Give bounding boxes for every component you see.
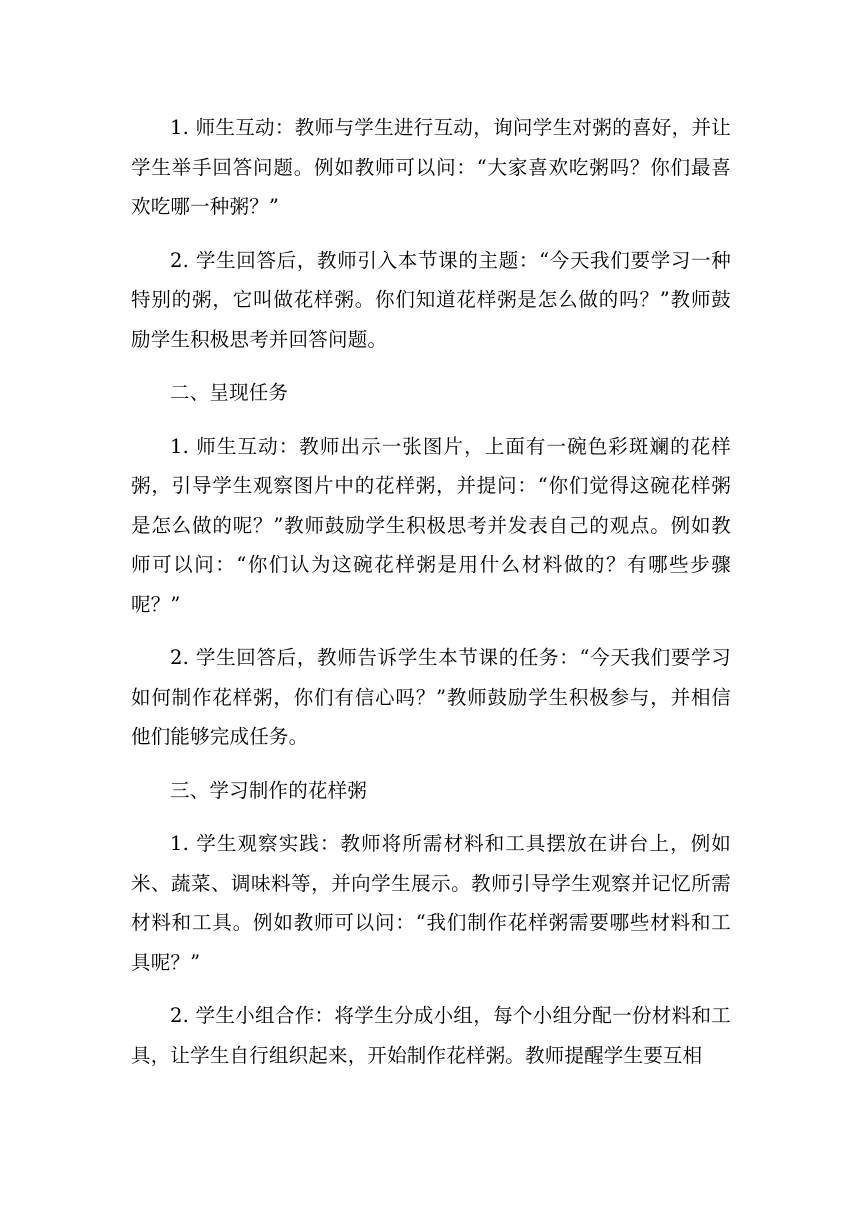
paragraph-intro-interaction: 1. 师生互动：教师与学生进行互动，询问学生对粥的喜好，并让学生举手回答问题。例如教师可以问：“大家喜欢吃粥吗？你们最喜欢吃哪一种粥？” bbox=[131, 116, 731, 218]
paragraph-spacer bbox=[131, 413, 731, 427]
paragraph-task-interaction: 1. 师生互动：教师出示一张图片，上面有一碗色彩斑斓的花样粥，引导学生观察图片中的花样粥，并提问：“你们觉得这碗花样粥是怎么做的呢？”教师鼓励学生积极思考并发表自己的观点。例如教师可以问：“你们认为这碗花样粥是用什么材料做的？有哪些步骤呢？” bbox=[131, 434, 731, 616]
paragraph-spacer bbox=[131, 624, 731, 638]
paragraph-spacer bbox=[131, 757, 731, 771]
document-body bbox=[131, 108, 731, 1075]
paragraph-spacer bbox=[131, 982, 731, 996]
paragraph-task-statement: 2. 学生回答后，教师告诉学生本节课的任务：“今天我们要学习如何制作花样粥，你们有信心吗？”教师鼓励学生积极参与，并相信他们能够完成任务。 bbox=[131, 646, 731, 748]
section-heading-learn-making: 三、学习制作的花样粥 bbox=[170, 778, 368, 802]
paragraph-spacer bbox=[131, 227, 731, 241]
paragraph-observe-practice: 1. 学生观察实践：教师将所需材料和工具摆放在讲台上，例如米、蔬菜、调味料等，并向学生展示。教师引导学生观察并记忆所需材料和工具。例如教师可以问：“我们制作花样粥需要哪些材料和工具呢？” bbox=[131, 832, 731, 974]
paragraph-spacer bbox=[131, 810, 731, 824]
paragraph-spacer bbox=[131, 359, 731, 373]
paragraph-group-cooperation: 2. 学生小组合作：将学生分成小组，每个小组分配一份材料和工具，让学生自行组织起来，开始制作花样粥。教师提醒学生要互相 bbox=[131, 1004, 731, 1067]
section-heading-present-task: 二、呈现任务 bbox=[170, 381, 289, 404]
paragraph-intro-topic: 2. 学生回答后，教师引入本节课的主题：“今天我们要学习一种特别的粥，它叫做花样粥。你们知道花样粥是怎么做的吗？”教师鼓励学生积极思考并回答问题。 bbox=[131, 248, 731, 351]
